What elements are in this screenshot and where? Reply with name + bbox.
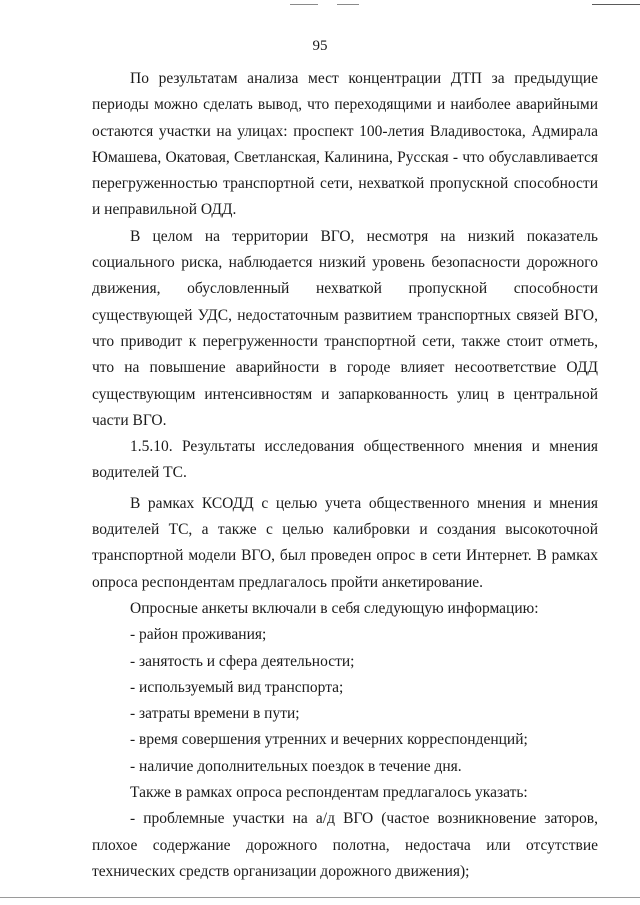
list-item: - наличие дополнительных поездок в течение дня. [130,757,462,775]
list-item: - время совершения утренних и вечерних корреспонденций; [130,731,528,749]
paragraph-also-indicate: Также в рамках опроса респондентам предлагалось указать: [130,784,528,802]
document-body [92,66,598,885]
list-item: - занятость и сфера деятельности; [130,652,355,670]
list-item: - затраты времени в пути; [130,705,300,723]
scan-artifact-bottom [0,897,640,898]
scan-artifact-top [290,4,318,5]
list-item: - используемый вид транспорта; [130,678,344,696]
paragraph-road-safety: В целом на территории ВГО, несмотря на низкий показатель социального риска, наблюдается низкий уровень безопасности дорожного движения, обусловленный нехваткой пропускной способности существующей УДС, недостаточным развитием транспортных связей ВГО, что приводит к перегруженности транспортной сети, также стоит отметь, что на повышение аварийности в городе влияет несоответствие ОДД существующим интенсивностям и запаркованность улиц в центральной части ВГО. [92,227,598,429]
list-item: - район проживания; [130,626,267,644]
scan-artifact-top-right [592,4,640,5]
section-heading: 1.5.10. Результаты исследования общественного мнения и мнения водителей ТС. [92,438,598,482]
paragraph-survey-intro: В рамках КСОДД с целью учета общественного мнения и мнения водителей ТС, а также с целью калибровки и создания высокоточной транспортной модели ВГО, был проведен опрос в сети Интернет. В рамках опроса респондентам предлагалось пройти анкетирование. [92,494,598,591]
paragraph-survey-contents: Опросные анкеты включали в себя следующую информацию: [130,599,539,617]
page-number: 95 [312,38,328,54]
scan-artifact-top [337,4,359,5]
paragraph-accident-analysis: По результатам анализа мест концентрации ДТП за предыдущие периоды можно сделать вывод, что переходящими и наиболее аварийными остаются участки на улицах: проспект 100-летия Владивостока, Адмирала Юмашева, Окатовая, Светланская, Калинина, Русская - что обуславливается перегруженностью транспортной сети, нехваткой пропускной способности и неправильной ОДД. [92,70,598,219]
paragraph-problem-sections: - проблемные участки на а/д ВГО (частое возникновение заторов, плохое содержание дорожного полотна, недостача или отсутствие технических средств организации дорожного движения); [92,810,598,880]
